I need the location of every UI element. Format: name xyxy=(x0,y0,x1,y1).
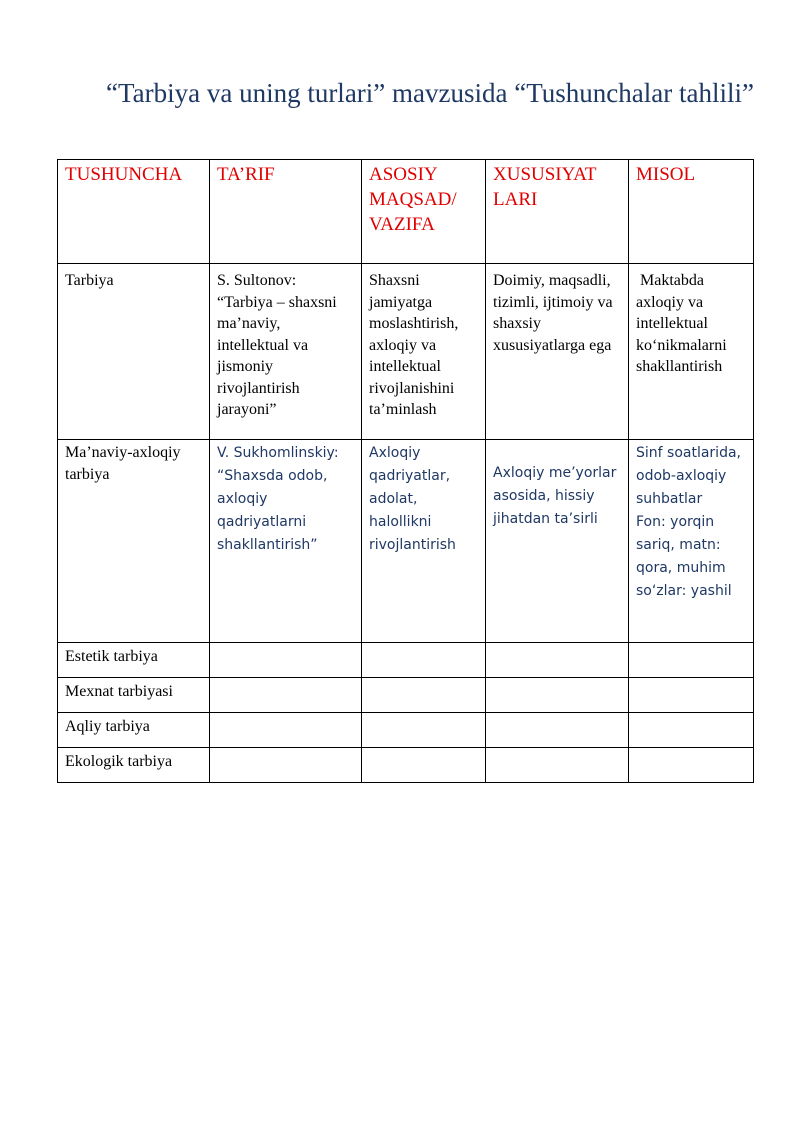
table-row xyxy=(58,678,754,713)
cell-tarif xyxy=(210,643,362,678)
cell-maqsad xyxy=(362,748,486,783)
header-tarif: TA’RIF xyxy=(210,160,362,264)
row-label: Estetik tarbiya xyxy=(58,643,210,678)
cell-xususiyat: Axloqiy me’yorlar asosida, hissiy jihatdan ta’sirli xyxy=(486,440,629,643)
cell-misol xyxy=(629,643,754,678)
header-asosiy-maqsad: ASOSIY MAQSAD/ VAZIFA xyxy=(362,160,486,264)
row-label: Ekologik tarbiya xyxy=(58,748,210,783)
cell-xususiyat: Doimiy, maqsadli, tizimli, ijtimoiy va shaxsiy xususiyatlarga ega xyxy=(486,264,629,440)
cell-misol xyxy=(629,678,754,713)
concepts-table xyxy=(57,159,754,783)
header-xususiyatlari: XUSUSIYAT LARI xyxy=(486,160,629,264)
row-label: Mexnat tarbiyasi xyxy=(58,678,210,713)
table-header-row xyxy=(58,160,754,264)
cell-misol xyxy=(629,748,754,783)
cell-maqsad xyxy=(362,678,486,713)
cell-misol xyxy=(629,440,754,643)
row-label: Tarbiya xyxy=(58,264,210,440)
cell-xususiyat xyxy=(486,678,629,713)
cell-maqsad xyxy=(362,713,486,748)
cell-xususiyat xyxy=(486,643,629,678)
table-row xyxy=(58,643,754,678)
cell-tarif: V. Sukhomlinskiy: “Shaxsda odob, axloqiy qadriyatlarni shakllantirish” xyxy=(210,440,362,643)
table-row xyxy=(58,748,754,783)
cell-tarif: S. Sultonov: “Tarbiya – shaxsni ma’naviy, intellektual va jismoniy rivojlantirish jarayoni” xyxy=(210,264,362,440)
cell-xususiyat xyxy=(486,748,629,783)
cell-tarif xyxy=(210,678,362,713)
cell-misol: Maktabda axloqiy va intellektual ko‘nikmalarni shakllantirish xyxy=(629,264,754,440)
cell-maqsad xyxy=(362,643,486,678)
table-row xyxy=(58,713,754,748)
row-label: Ma’naviy-axloqiy tarbiya xyxy=(58,440,210,643)
cell-tarif xyxy=(210,713,362,748)
header-tushuncha: TUSHUNCHA xyxy=(58,160,210,264)
table-row xyxy=(58,264,754,440)
cell-misol xyxy=(629,713,754,748)
misol-note: Fon: yorqin sariq, matn: qora, muhim so‘zlar: yashil xyxy=(636,514,732,599)
cell-maqsad: Axloqiy qadriyatlar, adolat, halollikni rivojlantirish xyxy=(362,440,486,643)
header-misol: MISOL xyxy=(629,160,754,264)
misol-text: Sinf soatlarida, odob-axloqiy suhbatlar xyxy=(636,445,741,507)
cell-maqsad: Shaxsni jamiyatga moslashtirish, axloqiy va intellektual rivojlanishini ta’minlash xyxy=(362,264,486,440)
row-label: Aqliy tarbiya xyxy=(58,713,210,748)
cell-xususiyat xyxy=(486,713,629,748)
page-title: “Tarbiya va uning turlari” mavzusida “Tushunchalar tahlili” xyxy=(106,78,754,108)
cell-tarif xyxy=(210,748,362,783)
table-row xyxy=(58,440,754,643)
